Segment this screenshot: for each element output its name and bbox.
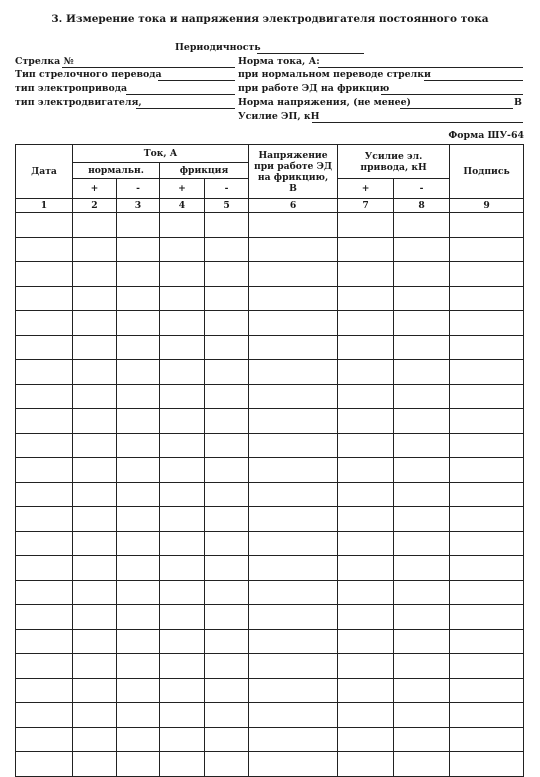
table-cell[interactable] [249, 384, 338, 409]
table-cell[interactable] [73, 311, 117, 336]
force-minus-header: - [394, 179, 450, 199]
table-cell[interactable] [73, 678, 117, 703]
table-cell[interactable] [338, 262, 394, 287]
table-cell[interactable] [338, 311, 394, 336]
table-cell[interactable] [249, 727, 338, 752]
table-cell[interactable] [73, 654, 117, 679]
current-header: Ток, А [73, 145, 249, 163]
table-cell[interactable] [73, 482, 117, 507]
table-cell[interactable] [73, 237, 117, 262]
form-label: Форма ШУ-64 [448, 130, 524, 141]
table-cell[interactable] [117, 654, 160, 679]
table-cell[interactable] [160, 433, 205, 458]
table-cell[interactable] [394, 654, 450, 679]
table-cell[interactable] [338, 433, 394, 458]
table-cell[interactable] [450, 311, 524, 336]
column-number: 3 [117, 199, 160, 213]
table-cell[interactable] [394, 409, 450, 434]
table-cell[interactable] [338, 556, 394, 581]
table-cell[interactable] [117, 482, 160, 507]
friction-minus-header: - [205, 179, 249, 199]
table-cell[interactable] [73, 458, 117, 483]
table-cell[interactable] [16, 360, 73, 385]
table-cell[interactable] [450, 605, 524, 630]
table-cell[interactable] [117, 311, 160, 336]
table-cell[interactable] [450, 335, 524, 360]
table-cell[interactable] [394, 752, 450, 777]
table-cell[interactable] [16, 433, 73, 458]
table-cell[interactable] [394, 531, 450, 556]
table-cell[interactable] [16, 458, 73, 483]
table-cell[interactable] [160, 237, 205, 262]
table-cell[interactable] [450, 360, 524, 385]
table-cell[interactable] [160, 605, 205, 630]
table-cell[interactable] [73, 605, 117, 630]
table-cell[interactable] [249, 360, 338, 385]
table-cell[interactable] [205, 433, 249, 458]
table-cell[interactable] [338, 727, 394, 752]
table-cell[interactable] [338, 507, 394, 532]
table-cell[interactable] [450, 580, 524, 605]
table-cell[interactable] [160, 678, 205, 703]
table-cell[interactable] [73, 384, 117, 409]
table-cell[interactable] [205, 703, 249, 728]
table-cell[interactable] [117, 360, 160, 385]
table-row [16, 335, 524, 360]
table-row [16, 727, 524, 752]
voltage-header: Напряжение при работе ЭД на фрикцию, В [249, 145, 338, 199]
table-cell[interactable] [394, 458, 450, 483]
table-row [16, 458, 524, 483]
drive-type-field[interactable] [126, 94, 235, 95]
table-cell[interactable] [249, 703, 338, 728]
table-cell[interactable] [117, 335, 160, 360]
table-cell[interactable] [338, 237, 394, 262]
table-cell[interactable] [73, 629, 117, 654]
force-field[interactable] [312, 122, 523, 123]
table-cell[interactable] [117, 605, 160, 630]
column-number: 7 [338, 199, 394, 213]
table-row [16, 384, 524, 409]
table-cell[interactable] [450, 482, 524, 507]
table-cell[interactable] [160, 556, 205, 581]
table-cell[interactable] [73, 286, 117, 311]
table-cell[interactable] [117, 213, 160, 238]
table-cell[interactable] [450, 286, 524, 311]
table-cell[interactable] [16, 605, 73, 630]
drive-type-label: тип электропривода [15, 83, 128, 94]
table-cell[interactable] [394, 678, 450, 703]
table-cell[interactable] [117, 752, 160, 777]
motor-type-label: тип электродвигателя, [15, 97, 142, 108]
table-cell[interactable] [16, 384, 73, 409]
table-cell[interactable] [16, 311, 73, 336]
table-row [16, 605, 524, 630]
column-number: 5 [205, 199, 249, 213]
measurement-table [15, 144, 524, 777]
table-cell[interactable] [450, 213, 524, 238]
table-cell[interactable] [249, 433, 338, 458]
table-cell[interactable] [338, 678, 394, 703]
table-cell[interactable] [16, 409, 73, 434]
table-cell[interactable] [205, 213, 249, 238]
table-cell[interactable] [16, 237, 73, 262]
table-cell[interactable] [117, 433, 160, 458]
table-cell[interactable] [205, 335, 249, 360]
table-cell[interactable] [394, 262, 450, 287]
table-cell[interactable] [16, 727, 73, 752]
force-header: Усилие эл. привода, кН [338, 145, 450, 179]
table-cell[interactable] [338, 286, 394, 311]
table-cell[interactable] [205, 654, 249, 679]
table-cell[interactable] [338, 482, 394, 507]
voltage-norm-field[interactable] [400, 108, 513, 109]
friction-work-field[interactable] [381, 94, 523, 95]
table-cell[interactable] [16, 654, 73, 679]
table-cell[interactable] [205, 286, 249, 311]
column-number-row [16, 199, 524, 213]
table-row [16, 703, 524, 728]
table-cell[interactable] [205, 262, 249, 287]
table-row [16, 752, 524, 777]
voltage-norm-label: Норма напряжения, (не менее) [238, 97, 411, 108]
table-cell[interactable] [450, 752, 524, 777]
friction-work-label: при работе ЭД на фрикцию [238, 83, 390, 94]
table-row [16, 286, 524, 311]
table-cell[interactable] [450, 654, 524, 679]
current-norm-label: Норма тока, А: [238, 56, 320, 67]
date-header: Дата [16, 145, 73, 199]
table-cell[interactable] [73, 335, 117, 360]
table-cell[interactable] [73, 409, 117, 434]
table-cell[interactable] [117, 531, 160, 556]
table-cell[interactable] [205, 727, 249, 752]
table-cell[interactable] [450, 678, 524, 703]
table-cell[interactable] [73, 752, 117, 777]
table-cell[interactable] [73, 433, 117, 458]
table-cell[interactable] [450, 556, 524, 581]
table-cell[interactable] [160, 727, 205, 752]
table-cell[interactable] [160, 335, 205, 360]
table-cell[interactable] [338, 213, 394, 238]
table-cell[interactable] [117, 507, 160, 532]
column-number: 4 [160, 199, 205, 213]
switch-no-label: Стрелка № [15, 56, 74, 67]
table-cell[interactable] [205, 556, 249, 581]
table-cell[interactable] [16, 580, 73, 605]
periodicity-label: Периодичность [175, 42, 261, 53]
table-cell[interactable] [73, 360, 117, 385]
table-cell[interactable] [160, 311, 205, 336]
table-cell[interactable] [249, 629, 338, 654]
switch-type-label: Тип стрелочного перевода [15, 69, 162, 80]
table-row [16, 213, 524, 238]
table-cell[interactable] [117, 237, 160, 262]
table-cell[interactable] [338, 384, 394, 409]
table-cell[interactable] [249, 678, 338, 703]
table-cell[interactable] [338, 654, 394, 679]
table-cell[interactable] [394, 384, 450, 409]
table-cell[interactable] [249, 311, 338, 336]
table-cell[interactable] [249, 213, 338, 238]
table-cell[interactable] [450, 458, 524, 483]
table-cell[interactable] [205, 531, 249, 556]
table-cell[interactable] [160, 262, 205, 287]
table-row [16, 678, 524, 703]
table-row [16, 654, 524, 679]
table-cell[interactable] [73, 727, 117, 752]
table-cell[interactable] [338, 531, 394, 556]
table-cell[interactable] [73, 703, 117, 728]
table-row [16, 629, 524, 654]
table-cell[interactable] [205, 360, 249, 385]
table-cell[interactable] [160, 384, 205, 409]
current-norm-field[interactable] [318, 67, 523, 68]
table-row [16, 482, 524, 507]
table-row [16, 409, 524, 434]
table-cell[interactable] [450, 531, 524, 556]
table-cell[interactable] [117, 286, 160, 311]
normal-plus-header: + [73, 179, 117, 199]
table-cell[interactable] [249, 237, 338, 262]
table-row [16, 262, 524, 287]
table-cell[interactable] [16, 556, 73, 581]
force-plus-header: + [338, 179, 394, 199]
signature-header: Подпись [450, 145, 524, 199]
table-cell[interactable] [249, 507, 338, 532]
table-cell[interactable] [450, 507, 524, 532]
table-row [16, 580, 524, 605]
table-cell[interactable] [450, 384, 524, 409]
table-cell[interactable] [249, 458, 338, 483]
table-cell[interactable] [117, 384, 160, 409]
column-number: 1 [16, 199, 73, 213]
table-cell[interactable] [450, 433, 524, 458]
table-cell[interactable] [249, 605, 338, 630]
table-cell[interactable] [205, 752, 249, 777]
table-cell[interactable] [338, 409, 394, 434]
table-row [16, 556, 524, 581]
normal-transfer-field[interactable] [424, 80, 523, 81]
table-cell[interactable] [394, 727, 450, 752]
table-cell[interactable] [16, 752, 73, 777]
table-cell[interactable] [160, 507, 205, 532]
table-cell[interactable] [117, 629, 160, 654]
table-cell[interactable] [160, 482, 205, 507]
periodicity-field[interactable] [257, 53, 364, 54]
table-cell[interactable] [117, 262, 160, 287]
table-cell[interactable] [16, 286, 73, 311]
page-title: 3. Измерение тока и напряжения электродвигателя постоянного тока [51, 13, 489, 25]
table-row [16, 433, 524, 458]
table-cell[interactable] [249, 262, 338, 287]
table-cell[interactable] [394, 237, 450, 262]
table-cell[interactable] [249, 335, 338, 360]
table-cell[interactable] [394, 482, 450, 507]
table-cell[interactable] [450, 629, 524, 654]
table-cell[interactable] [16, 678, 73, 703]
normal-transfer-label: при нормальном переводе стрелки [238, 69, 431, 80]
friction-plus-header: + [160, 179, 205, 199]
table-cell[interactable] [249, 654, 338, 679]
table-cell[interactable] [73, 531, 117, 556]
switch-no-field[interactable] [62, 67, 235, 68]
table-cell[interactable] [73, 580, 117, 605]
table-cell[interactable] [394, 580, 450, 605]
table-cell[interactable] [73, 556, 117, 581]
table-cell[interactable] [249, 580, 338, 605]
table-cell[interactable] [16, 335, 73, 360]
table-cell[interactable] [16, 262, 73, 287]
table-cell[interactable] [205, 605, 249, 630]
table-row [16, 507, 524, 532]
table-cell[interactable] [117, 580, 160, 605]
table-cell[interactable] [249, 556, 338, 581]
table-cell[interactable] [16, 629, 73, 654]
table-cell[interactable] [338, 458, 394, 483]
table-cell[interactable] [394, 703, 450, 728]
header-row-1 [16, 145, 524, 163]
table-cell[interactable] [205, 678, 249, 703]
table-cell[interactable] [117, 409, 160, 434]
table-cell[interactable] [117, 703, 160, 728]
table-cell[interactable] [160, 458, 205, 483]
table-cell[interactable] [73, 507, 117, 532]
column-number: 2 [73, 199, 117, 213]
table-cell[interactable] [394, 629, 450, 654]
table-cell[interactable] [450, 262, 524, 287]
table-cell[interactable] [249, 482, 338, 507]
table-cell[interactable] [394, 605, 450, 630]
table-cell[interactable] [249, 409, 338, 434]
table-cell[interactable] [205, 629, 249, 654]
table-cell[interactable] [205, 237, 249, 262]
table-cell[interactable] [160, 286, 205, 311]
table-cell[interactable] [160, 703, 205, 728]
column-number: 8 [394, 199, 450, 213]
table-cell[interactable] [249, 286, 338, 311]
table-cell[interactable] [160, 654, 205, 679]
table-cell[interactable] [117, 727, 160, 752]
table-cell[interactable] [117, 678, 160, 703]
motor-type-field[interactable] [136, 108, 235, 109]
table-cell[interactable] [205, 458, 249, 483]
table-cell[interactable] [160, 360, 205, 385]
table-cell[interactable] [450, 237, 524, 262]
table-cell[interactable] [249, 752, 338, 777]
table-cell[interactable] [16, 507, 73, 532]
table-cell[interactable] [338, 629, 394, 654]
table-cell[interactable] [73, 213, 117, 238]
force-label: Усилие ЭП, кН [238, 111, 320, 122]
table-cell[interactable] [205, 580, 249, 605]
column-number: 9 [450, 199, 524, 213]
table-row [16, 237, 524, 262]
table-cell[interactable] [394, 507, 450, 532]
table-cell[interactable] [338, 703, 394, 728]
table-cell[interactable] [338, 580, 394, 605]
table-cell[interactable] [394, 286, 450, 311]
normal-minus-header: - [117, 179, 160, 199]
table-cell[interactable] [450, 703, 524, 728]
table-cell[interactable] [205, 482, 249, 507]
table-cell[interactable] [160, 580, 205, 605]
table-cell[interactable] [338, 752, 394, 777]
table-cell[interactable] [205, 507, 249, 532]
table-cell[interactable] [394, 433, 450, 458]
table-cell[interactable] [394, 335, 450, 360]
table-row [16, 360, 524, 385]
column-number: 6 [249, 199, 338, 213]
table-cell[interactable] [450, 409, 524, 434]
table-cell[interactable] [16, 703, 73, 728]
friction-header: фрикция [160, 163, 249, 179]
table-cell[interactable] [117, 458, 160, 483]
table-cell[interactable] [117, 556, 160, 581]
table-row [16, 531, 524, 556]
voltage-unit-label: В [514, 97, 522, 108]
table-row [16, 311, 524, 336]
table-cell[interactable] [394, 360, 450, 385]
table-cell[interactable] [205, 384, 249, 409]
table-cell[interactable] [16, 213, 73, 238]
table-cell[interactable] [394, 556, 450, 581]
switch-type-field[interactable] [158, 80, 235, 81]
table-cell[interactable] [338, 605, 394, 630]
table-cell[interactable] [160, 409, 205, 434]
table-cell[interactable] [160, 629, 205, 654]
table-cell[interactable] [205, 409, 249, 434]
table-cell[interactable] [249, 531, 338, 556]
table-cell[interactable] [16, 482, 73, 507]
table-cell[interactable] [338, 335, 394, 360]
table-cell[interactable] [160, 752, 205, 777]
table-cell[interactable] [394, 213, 450, 238]
table-cell[interactable] [73, 262, 117, 287]
table-cell[interactable] [394, 311, 450, 336]
table-cell[interactable] [450, 727, 524, 752]
table-cell[interactable] [160, 213, 205, 238]
table-cell[interactable] [205, 311, 249, 336]
table-cell[interactable] [16, 531, 73, 556]
normal-header: нормальн. [73, 163, 160, 179]
table-cell[interactable] [338, 360, 394, 385]
table-cell[interactable] [160, 531, 205, 556]
